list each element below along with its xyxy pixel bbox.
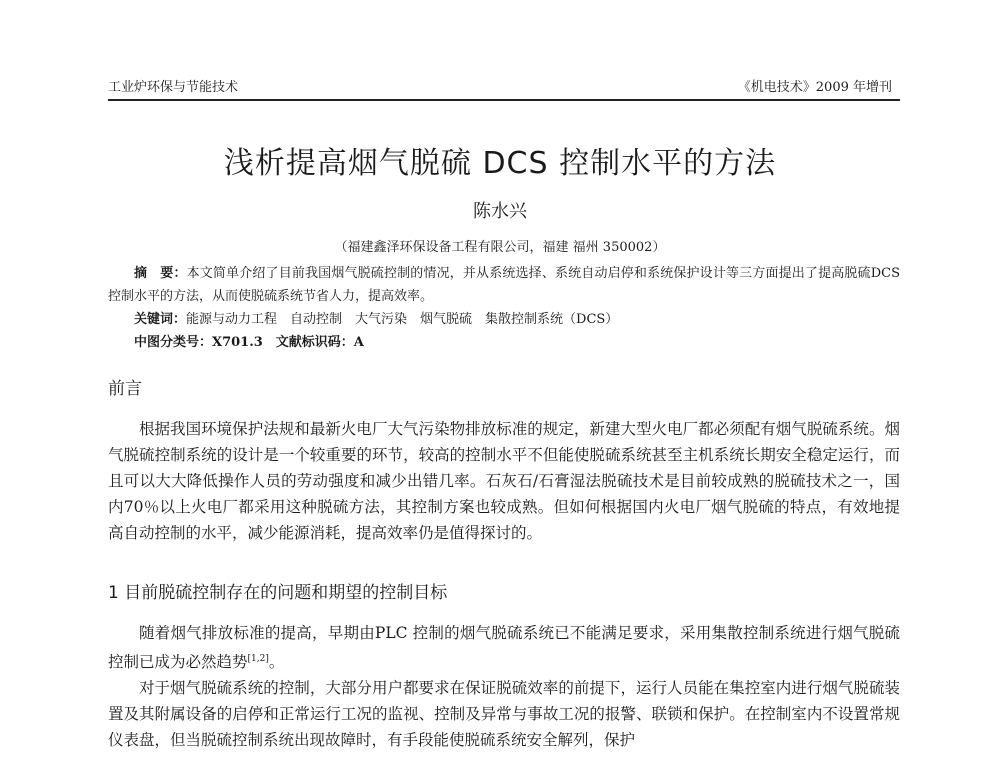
abstract-text: 本文简单介绍了目前我国烟气脱硫控制的情况，并从系统选择、系统自动启停和系统保护设计等三方面提出了提高脱硫DCS 控制水平的方法，从而使脱硫系统节省人力，提高效率。: [108, 266, 900, 304]
abstract-block: [108, 262, 900, 354]
section-heading-preface: 前言: [108, 379, 142, 399]
running-header: [108, 76, 892, 94]
section-1-paragraph-1-tail: 。: [268, 653, 285, 672]
preface-paragraph: 根据我国环境保护法规和最新火电厂大气污染物排放标准的规定，新建大型火电厂都必须配有烟气脱硫系统。烟气脱硫控制系统的设计是一个较重要的环节，较高的控制水平不但能使脱硫系统甚至主机系统长期安全稳定运行，而且可以大大降低操作人员的劳动强度和减少出错几率。石灰石/石膏湿法脱硫技术是目前较成熟的脱硫技术之一，国内70％以上火电厂都采用这种脱硫方法，其控制方案也较成熟。但如何根据国内火电厂烟气脱硫的特点，有效地提高自动控制的水平，减少能源消耗，提高效率仍是值得探讨的。: [108, 420, 900, 542]
abstract-label: 摘 要：: [134, 266, 187, 281]
section-1-paragraph-1: [108, 620, 900, 675]
section-1-paragraph-2: 对于烟气脱硫系统的控制，大部分用户都要求在保证脱硫效率的前提下，运行人员能在集控室内进行烟气脱硫装置及其附属设备的启停和正常运行工况的监视、控制及异常与事故工况的报警、联锁和保护。在控制室内不设置常规仪表盘，但当脱硫控制系统出现故障时，有手段能使脱硫系统安全解列，保护: [108, 679, 900, 750]
article-title: 浅析提高烟气脱硫 DCS 控制水平的方法: [223, 146, 777, 181]
preface-body: [108, 416, 900, 546]
section-1-paragraph-1-text: 随着烟气排放标准的提高，早期由PLC 控制的烟气脱硫系统已不能满足要求，采用集散控制系统进行烟气脱硫控制已成为必然趋势: [108, 624, 900, 672]
abstract: [108, 262, 900, 308]
author-affiliation: （福建鑫泽环保设备工程有限公司，福建 福州 350002）: [334, 240, 666, 255]
keywords: [108, 308, 900, 331]
section-1-body: [108, 620, 900, 753]
header-rule: [108, 99, 900, 101]
journal-issue-label: 《机电技术》2009 年增刊: [737, 80, 892, 95]
article-author: 陈水兴: [473, 201, 527, 222]
citation-marker: [1,2]: [247, 654, 269, 664]
keywords-label: 关键词：: [134, 312, 187, 327]
classification-line: 中图分类号：X701.3 文献标识码：A: [134, 335, 364, 350]
keywords-text: 能源与动力工程 自动控制 大气污染 烟气脱硫 集散控制系统（DCS）: [186, 312, 619, 327]
section-heading-1: 1 目前脱硫控制存在的问题和期望的控制目标: [108, 583, 448, 603]
journal-section-label: 工业炉环保与节能技术: [108, 80, 239, 95]
